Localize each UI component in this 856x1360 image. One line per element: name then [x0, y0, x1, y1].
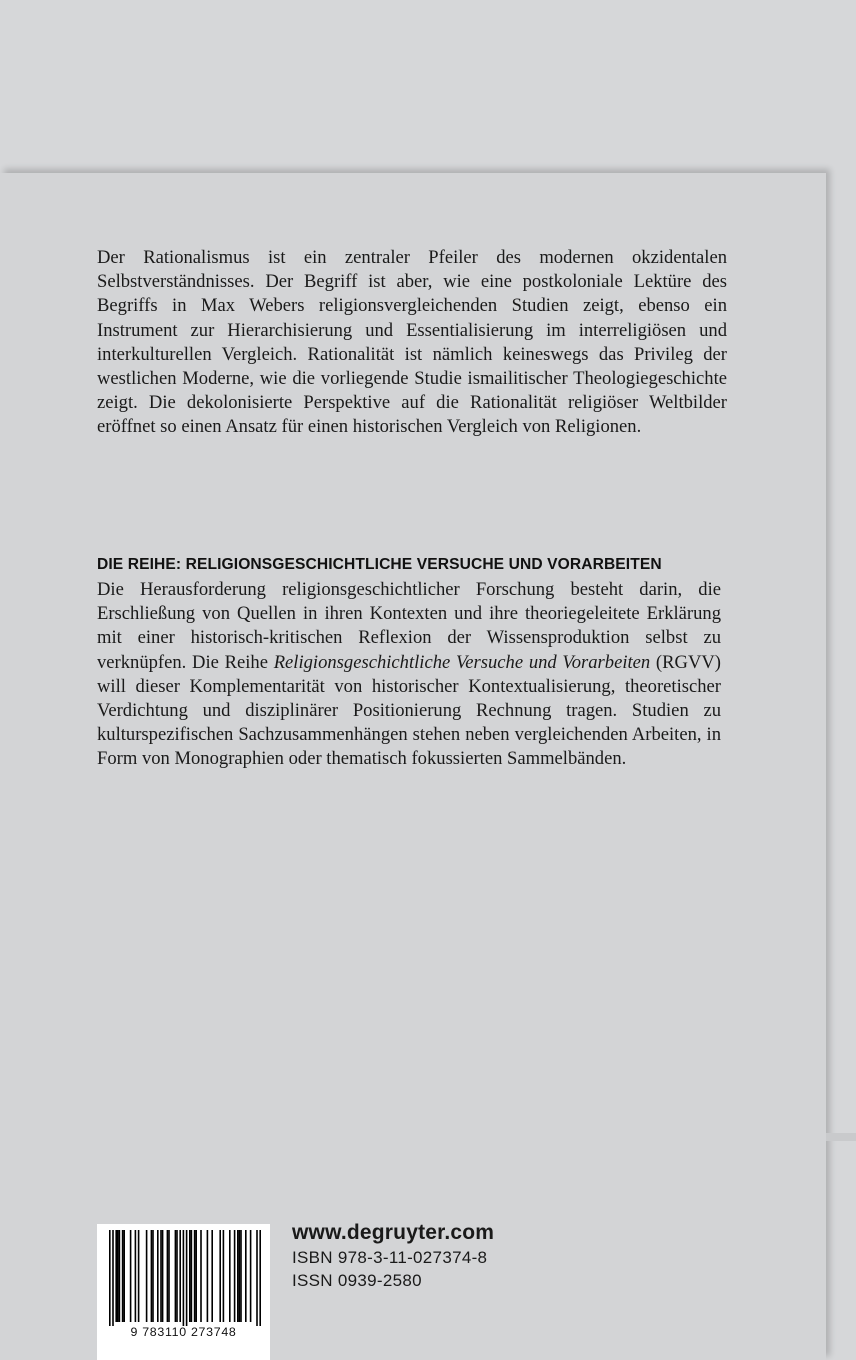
series-heading: DIE REIHE: RELIGIONSGESCHICHTLICHE VERSUCHE UND VORARBEITEN	[97, 556, 662, 573]
barcode-bar	[160, 1230, 162, 1322]
barcode-bar	[219, 1230, 221, 1322]
barcode	[97, 1224, 270, 1360]
barcode-bar	[168, 1230, 170, 1322]
publisher-info	[292, 1220, 494, 1292]
barcode-bar	[135, 1230, 137, 1322]
isbn: ISBN 978-3-11-027374-8	[292, 1248, 488, 1267]
series-description	[97, 578, 721, 772]
barcode-bar	[115, 1230, 117, 1322]
barcode-bar	[157, 1230, 159, 1322]
page-edge	[826, 1133, 856, 1141]
barcode-bars	[97, 1224, 270, 1326]
barcode-bar	[152, 1230, 154, 1322]
barcode-bar	[259, 1230, 261, 1326]
barcode-bar	[146, 1230, 148, 1322]
barcode-bar	[130, 1230, 132, 1322]
barcode-bar	[223, 1230, 225, 1322]
barcode-bar	[122, 1230, 124, 1322]
barcode-bar	[195, 1230, 197, 1322]
barcode-bar	[179, 1230, 181, 1322]
barcode-bar	[191, 1230, 193, 1322]
barcode-bar	[123, 1230, 125, 1322]
barcode-bar	[189, 1230, 191, 1322]
barcode-bar	[162, 1230, 164, 1322]
barcode-bar	[186, 1230, 188, 1326]
barcode-bar	[167, 1230, 169, 1322]
barcode-bar	[119, 1230, 121, 1322]
publisher-url[interactable]: www.degruyter.com	[292, 1221, 495, 1244]
barcode-bar	[250, 1230, 252, 1322]
series-text-end: (RGVV) will dieser Komplementarität von historischer Kontextualisierung, theoretischer Verdichtung und disziplinärer Positionierung Rechnung tragen. Studien zu kulturspezifischen Sachzusammenhängen stehen neben vergleichenden Arbeiten, in Form von Monographien oder thematisch fokussierten Sammelbänden.	[97, 651, 722, 770]
barcode-bar	[256, 1230, 258, 1326]
barcode-number: 9 783110 273748	[130, 1325, 237, 1339]
barcode-bar	[245, 1230, 247, 1322]
barcode-bar	[176, 1230, 178, 1322]
barcode-bar	[151, 1230, 153, 1322]
barcode-bar	[211, 1230, 213, 1322]
barcode-bar	[240, 1230, 242, 1322]
series-text-start: Die Herausforderung religionsgeschichtlicher Forschung besteht darin, die Erschließung von Quellen in ihren Kontexten und ihre theoriegeleitete Erklärung mit einer historisch-kritischen Reflexion der Wissensproduktion selbst zu verknüpfen. Die Reihe	[97, 579, 721, 673]
issn: ISSN 0939-2580	[292, 1271, 422, 1290]
barcode-bar	[138, 1230, 140, 1322]
series-title: Religionsgeschichtliche Versuche und Vorarbeiten	[273, 651, 651, 673]
barcode-bar	[183, 1230, 185, 1326]
barcode-bar	[200, 1230, 202, 1322]
barcode-bar	[112, 1230, 114, 1326]
barcode-bar	[194, 1230, 196, 1322]
barcode-bar	[234, 1230, 236, 1322]
barcode-bar	[175, 1230, 177, 1322]
barcode-bar	[237, 1230, 239, 1322]
barcode-bar	[117, 1230, 119, 1322]
blurb-paragraph: Der Rationalismus ist ein zentraler Pfeiler des modernen okzidentalen Selbstverständnisses. Der Begriff ist aber, wie eine postkoloniale Lektüre des Begriffs in Max Webers religionsvergleichenden Studien zeigt, ebenso ein Instrument zur Hierarchisierung und Essentialisierung im interreligiösen und interkulturellen Vergleich. Rationalität ist nämlich keineswegs das Privileg der westlichen Moderne, wie die vorliegende Studie ismailitischer Theologiegeschichte zeigt. Die dekolonisierte Perspektive auf die Rationalität religiöser Weltbilder eröffnet so einen Ansatz für einen historischen Vergleich von Religionen.	[97, 247, 727, 438]
barcode-bar	[207, 1230, 209, 1322]
barcode-bar	[229, 1230, 231, 1322]
barcode-bar	[109, 1230, 111, 1326]
barcode-bar	[239, 1230, 241, 1322]
